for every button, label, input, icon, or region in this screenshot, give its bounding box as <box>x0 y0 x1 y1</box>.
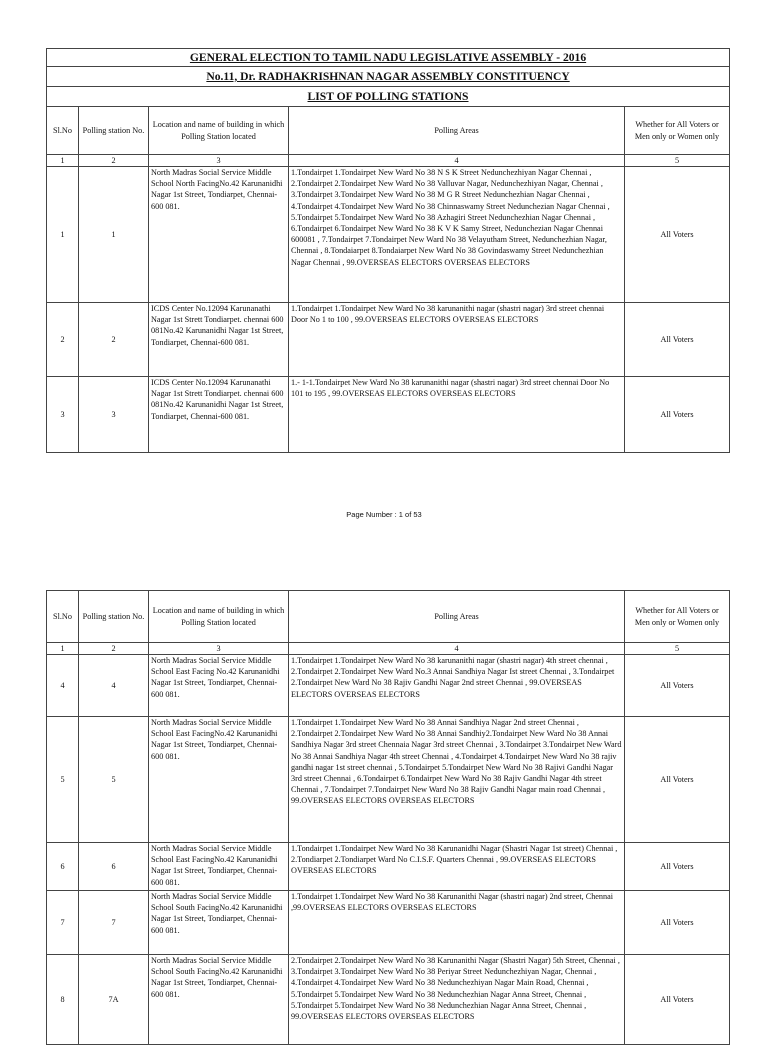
column-number: 5 <box>625 643 730 655</box>
row-slno: 5 <box>47 717 79 843</box>
polling-table-page-2 <box>46 590 730 1045</box>
row-station-number: 1 <box>79 167 149 303</box>
document-title: GENERAL ELECTION TO TAMIL NADU LEGISLATIVE ASSEMBLY - 2016 <box>47 49 730 67</box>
row-location: North Madras Social Service Middle School North FacingNo.42 Karunanidhi Nagar 1st Street, Tondiarpet, Chennai-600 081. <box>149 167 289 303</box>
row-slno: 4 <box>47 655 79 717</box>
column-number: 2 <box>79 643 149 655</box>
header-polling-areas: Polling Areas <box>289 591 625 643</box>
row-polling-areas: 1.Tondairpet 1.Tondairpet New Ward No 38 karunanithi nagar (shastri nagar) 4th street chennai , 2.Tondairpet 2.Tondairpet New Ward No.3 Annai Sandhiya Nagar Ist street Chennai , 3.Tondairpet 2.Tondairpet New Ward No 38 Rajiv Gandhi Nagar 2nd street Chennai , 99.OVERSEAS ELECTORS OVERSEAS ELECTORS <box>289 655 625 717</box>
row-polling-areas: 2.Tondairpet 2.Tondairpet New Ward No 38 Karunanithi Nagar (Shastri Nagar) 5th Street, Chennai , 3.Tondairpet 3.Tondairpet New Ward No 38 Periyar Street Nedunchezhiyan Nagar, Chennai , 4.Tondairpet 4.Tondairpet New Ward No 38 Nedunchezhiyan Nagar Main Road, Chennai , 5.Tondairpet 5.Tondairpet New Ward No 38 Nedunchezhian Nagar Anna Street, Chennai , 5.Tondairpet 5.Tondairpet New Ward No 38 Nedunchezhian Nagar Anna Street, Chennai , 99.OVERSEAS ELECTORS OVERSEAS ELECTORS <box>289 955 625 1045</box>
list-title-row <box>47 87 730 107</box>
table-row <box>47 303 730 377</box>
row-polling-areas: 1.Tondairpet 1.Tondairpet New Ward No 38 Karunanithi Nagar (shastri nagar) 2nd street, Chennai ,99.OVERSEAS ELECTORS OVERSEAS ELECTORS <box>289 891 625 955</box>
row-polling-areas: 1.Tondairpet 1.Tondairpet New Ward No 38 Annai Sandhiya Nagar 2nd street Chennai , 2.Tondairpet 2.Tondairpet New Ward No 38 Annai Sandhiy2.Tondairpet New Ward No 38 Annai Sandhiya Nagar 3rd street Chennaia Nagar 3rd street Chennai , 3.Tondairpet 3.Tondairpet New Ward No 38 Annai Sandhiya Nagar 4th street Chennai , 4.Tondairpet 4.Tondairpet New Ward No 38 rajiv gandhi nagar 1st street chennai , 5.Tondairpet 5.Tondairpet New Ward No 38 Rajivi Gandhi Nagar 3rd street Chennai , 6.Tondairpet 6.Tondairpet New Ward No 38 Rajiv Gandhi Nagar 4th street Chennai , 7.Tondairpet 7.Tondairpet New Ward No 38 Rajiv Gandhi Nagar main road Chennai , 99.OVERSEAS ELECTORS OVERSEAS ELECTORS <box>289 717 625 843</box>
column-number: 2 <box>79 155 149 167</box>
row-voters: All Voters <box>625 891 730 955</box>
table-row <box>47 843 730 891</box>
row-station-number: 7A <box>79 955 149 1045</box>
column-number: 4 <box>289 155 625 167</box>
row-station-number: 4 <box>79 655 149 717</box>
column-number: 1 <box>47 643 79 655</box>
row-voters: All Voters <box>625 843 730 891</box>
row-location: North Madras Social Service Middle School East FacingNo.42 Karunanidhi Nagar 1st Street, Tondiarpet, Chennai-600 081. <box>149 717 289 843</box>
table-row <box>47 377 730 453</box>
column-number: 4 <box>289 643 625 655</box>
row-slno: 7 <box>47 891 79 955</box>
header-slno: Sl.No <box>47 591 79 643</box>
column-number-row <box>47 155 730 167</box>
row-voters: All Voters <box>625 377 730 453</box>
table-row <box>47 655 730 717</box>
row-station-number: 5 <box>79 717 149 843</box>
row-location: ICDS Center No.12094 Karunanathi Nagar 1st Strett Tondiarpet. chennai 600 081No.42 Karunanidhi Nagar 1st Street, Tondiarpet, Chennai-600 081. <box>149 303 289 377</box>
row-voters: All Voters <box>625 655 730 717</box>
row-slno: 1 <box>47 167 79 303</box>
header-slno: Sl.No <box>47 107 79 155</box>
row-slno: 8 <box>47 955 79 1045</box>
column-number: 1 <box>47 155 79 167</box>
column-header-row <box>47 107 730 155</box>
header-location: Location and name of building in which Polling Station located <box>149 591 289 643</box>
row-voters: All Voters <box>625 955 730 1045</box>
polling-table-page-1 <box>46 48 730 453</box>
header-polling-station: Polling station No. <box>79 591 149 643</box>
header-polling-areas: Polling Areas <box>289 107 625 155</box>
row-slno: 3 <box>47 377 79 453</box>
row-location: North Madras Social Service Middle School East FacingNo.42 Karunanidhi Nagar 1st Street, Tondiarpet, Chennai-600 081. <box>149 843 289 891</box>
list-title: LIST OF POLLING STATIONS <box>47 87 730 107</box>
header-location: Location and name of building in which Polling Station located <box>149 107 289 155</box>
row-station-number: 3 <box>79 377 149 453</box>
row-polling-areas: 1.Tondairpet 1.Tondairpet New Ward No 38 N S K Street Nedunchezhiyan Nagar Chennai , 2.Tondairpet 2.Tondairpet New Ward No 38 Valluvar Nagar, Nedunchezhiyan Nagar, Chennai , 3.Tondairpet 3.Tondairpet New Ward No 38 M G R Street Nedunchezhian Nagar Chennai , 4.Tondairpet 4.Tondairpet New Ward No 38 Chinnaswamy Street Nedunchezian Nagar Chennai , 5.Tondairpet 5.Tondairpet New Ward No 38 Azhagiri Street Nedunchezhian Nagar Chennai , 6.Tondairpet 6.Tondairpet New Ward No 38 K V K Samy Street, Nedunchezian Nagar Chennai 600081 , 7.Tondairpet 7.Tondairpet New Ward No 38 Velayutham Street, Nedunchezhian Nagar, Chennai , 8.Tondaiarpet 8.Tondaiarpet New Ward No 38 Govindaswamy Street Nedunchezhian Nagar Chennai , 99.OVERSEAS ELECTORS OVERSEAS ELECTORS <box>289 167 625 303</box>
row-slno: 6 <box>47 843 79 891</box>
row-location: North Madras Social Service Middle School South FacingNo.42 Karunanidhi Nagar 1st Street, Tondiarpet, Chennai-600 081. <box>149 891 289 955</box>
row-voters: All Voters <box>625 303 730 377</box>
column-number: 3 <box>149 155 289 167</box>
table-row <box>47 167 730 303</box>
table-row <box>47 891 730 955</box>
row-polling-areas: 1.Tondairpet 1.Tondairpet New Ward No 38 karunanithi nagar (shastri nagar) 3rd street chennai Door No 1 to 100 , 99.OVERSEAS ELECTORS OVERSEAS ELECTORS <box>289 303 625 377</box>
row-location: North Madras Social Service Middle School East Facing No.42 Karunanidhi Nagar 1st Street, Tondiarpet, Chennai-600 081. <box>149 655 289 717</box>
row-location: ICDS Center No.12094 Karunanathi Nagar 1st Strett Tondiarpet. chennai 600 081No.42 Karunanidhi Nagar 1st Street, Tondiarpet, Chennai-600 081. <box>149 377 289 453</box>
row-voters: All Voters <box>625 717 730 843</box>
column-number: 5 <box>625 155 730 167</box>
row-station-number: 7 <box>79 891 149 955</box>
row-slno: 2 <box>47 303 79 377</box>
table-row <box>47 955 730 1045</box>
row-polling-areas: 1.- 1-1.Tondairpet New Ward No 38 karunanithi nagar (shastri nagar) 3rd street chennai Door No 101 to 195 , 99.OVERSEAS ELECTORS OVERSEAS ELECTORS <box>289 377 625 453</box>
title-row <box>47 49 730 67</box>
column-header-row <box>47 591 730 643</box>
page-number: Page Number : 1 of 53 <box>346 510 422 519</box>
constituency-title: No.11, Dr. RADHAKRISHNAN NAGAR ASSEMBLY CONSTITUENCY <box>47 67 730 87</box>
row-location: North Madras Social Service Middle School South FacingNo.42 Karunanidhi Nagar 1st Street, Tondiarpet, Chennai-600 081. <box>149 955 289 1045</box>
header-polling-station: Polling station No. <box>79 107 149 155</box>
column-number: 3 <box>149 643 289 655</box>
table-row <box>47 717 730 843</box>
row-voters: All Voters <box>625 167 730 303</box>
header-whether: Whether for All Voters or Men only or Women only <box>625 107 730 155</box>
row-polling-areas: 1.Tondairpet 1.Tondairpet New Ward No 38 Karunanidhi Nagar (Shastri Nagar 1st street) Chennai , 2.Tondiarpet 2.Tondiarpet Ward No C.I.S.F. Quarters Chennai , 99.OVERSEAS ELECTORS OVERSEAS ELECTORS <box>289 843 625 891</box>
constituency-row <box>47 67 730 87</box>
column-number-row <box>47 643 730 655</box>
row-station-number: 2 <box>79 303 149 377</box>
row-station-number: 6 <box>79 843 149 891</box>
header-whether: Whether for All Voters or Men only or Women only <box>625 591 730 643</box>
